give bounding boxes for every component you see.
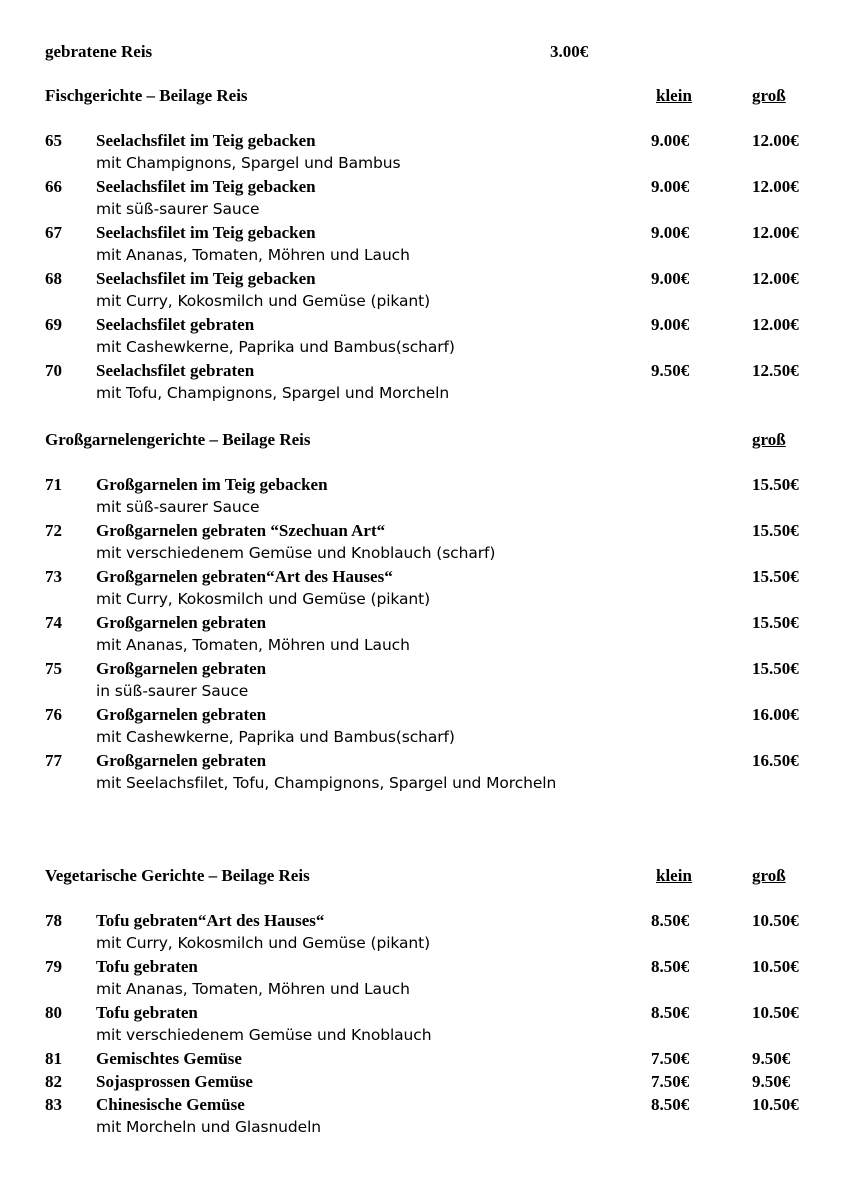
column-gross-label: groß xyxy=(752,430,786,449)
price-klein: 8.50€ xyxy=(651,911,690,930)
menu-item-desc-row xyxy=(0,1118,848,1141)
item-description: mit süß-saurer Sauce xyxy=(96,200,260,218)
column-klein-label: klein xyxy=(656,86,692,105)
item-description: mit Champignons, Spargel und Bambus xyxy=(96,154,401,172)
item-name: Tofu gebraten“Art des Hauses“ xyxy=(96,911,325,930)
price-klein: 7.50€ xyxy=(651,1049,690,1068)
menu-item-desc-row xyxy=(0,728,848,751)
item-name: Großgarnelen gebraten xyxy=(96,751,267,770)
price-gross: 16.50€ xyxy=(752,751,799,770)
column-gross-label: groß xyxy=(752,86,786,105)
item-description: mit verschiedenem Gemüse und Knoblauch xyxy=(96,1026,432,1044)
price-gross: 10.50€ xyxy=(752,1095,799,1114)
price-gross: 12.00€ xyxy=(752,223,799,242)
menu-item-row xyxy=(0,1049,848,1072)
section-title: Großgarnelengerichte – Beilage Reis xyxy=(45,430,311,449)
item-description: mit Cashewkerne, Paprika und Bambus(scharf) xyxy=(96,338,455,356)
menu-item-desc-row xyxy=(0,544,848,567)
item-description: mit Curry, Kokosmilch und Gemüse (pikant) xyxy=(96,934,431,952)
price-gross: 12.50€ xyxy=(752,361,799,380)
section-title: Fischgerichte – Beilage Reis xyxy=(45,86,248,105)
menu-item xyxy=(0,475,848,521)
menu-item-desc-row xyxy=(0,498,848,521)
item-name: Großgarnelen gebraten“Art des Hauses“ xyxy=(96,567,393,586)
price-gross: 9.50€ xyxy=(752,1049,791,1068)
top-item-price: 3.00€ xyxy=(550,42,589,61)
item-number: 78 xyxy=(45,911,62,930)
item-description: mit Cashewkerne, Paprika und Bambus(scharf) xyxy=(96,728,455,746)
item-name: Tofu gebraten xyxy=(96,957,198,976)
item-number: 65 xyxy=(45,131,62,150)
item-number: 83 xyxy=(45,1095,62,1114)
item-number: 76 xyxy=(45,705,62,724)
menu-item-row xyxy=(0,567,848,590)
item-number: 68 xyxy=(45,269,62,288)
item-description: mit Curry, Kokosmilch und Gemüse (pikant) xyxy=(96,590,431,608)
menu-item-row xyxy=(0,751,848,774)
item-name: Sojasprossen Gemüse xyxy=(96,1072,253,1091)
item-number: 73 xyxy=(45,567,62,586)
item-name: Seelachsfilet gebraten xyxy=(96,361,255,380)
item-name: Großgarnelen gebraten “Szechuan Art“ xyxy=(96,521,386,540)
price-gross: 12.00€ xyxy=(752,177,799,196)
menu-item xyxy=(0,705,848,751)
section-title: Vegetarische Gerichte – Beilage Reis xyxy=(45,866,310,885)
item-number: 81 xyxy=(45,1049,62,1068)
veg-header xyxy=(0,866,848,888)
price-gross: 15.50€ xyxy=(752,659,799,678)
item-name: Seelachsfilet im Teig gebacken xyxy=(96,223,316,242)
price-klein: 9.00€ xyxy=(651,315,690,334)
menu-item-desc-row xyxy=(0,338,848,361)
prawn-section xyxy=(0,430,848,792)
menu-item-desc-row xyxy=(0,636,848,659)
menu-item xyxy=(0,1072,848,1095)
price-gross: 9.50€ xyxy=(752,1072,791,1091)
item-name: Großgarnelen gebraten xyxy=(96,705,267,724)
menu-item-desc-row xyxy=(0,590,848,613)
item-number: 75 xyxy=(45,659,62,678)
menu-item-row xyxy=(0,475,848,498)
menu-item xyxy=(0,613,848,659)
prawn-header xyxy=(0,430,848,452)
item-name: Großgarnelen gebraten xyxy=(96,613,267,632)
menu-item xyxy=(0,315,848,361)
menu-item-row xyxy=(0,1072,848,1095)
price-klein: 9.00€ xyxy=(651,177,690,196)
menu-item-row xyxy=(0,1095,848,1118)
price-gross: 12.00€ xyxy=(752,315,799,334)
item-number: 71 xyxy=(45,475,62,494)
price-gross: 15.50€ xyxy=(752,475,799,494)
item-name: Tofu gebraten xyxy=(96,1003,198,1022)
price-klein: 9.00€ xyxy=(651,131,690,150)
price-klein: 9.00€ xyxy=(651,269,690,288)
menu-item-row xyxy=(0,315,848,338)
top-item-name: gebratene Reis xyxy=(45,42,153,61)
veg-items xyxy=(0,911,848,1141)
menu-item-desc-row xyxy=(0,1026,848,1049)
menu-item-desc-row xyxy=(0,292,848,315)
item-description: mit Morcheln und Glasnudeln xyxy=(96,1118,321,1136)
item-name: Seelachsfilet im Teig gebacken xyxy=(96,177,316,196)
menu-item-desc-row xyxy=(0,200,848,223)
price-gross: 15.50€ xyxy=(752,567,799,586)
menu-item-row xyxy=(0,659,848,682)
item-number: 72 xyxy=(45,521,62,540)
prawn-items xyxy=(0,475,848,797)
menu-item xyxy=(0,521,848,567)
menu-item-row xyxy=(0,177,848,200)
price-klein: 9.50€ xyxy=(651,361,690,380)
price-gross: 10.50€ xyxy=(752,1003,799,1022)
menu-item-row xyxy=(0,223,848,246)
menu-item-desc-row xyxy=(0,682,848,705)
menu-item-desc-row xyxy=(0,154,848,177)
menu-item-row xyxy=(0,705,848,728)
price-gross: 15.50€ xyxy=(752,613,799,632)
menu-item xyxy=(0,1003,848,1049)
price-klein: 8.50€ xyxy=(651,1003,690,1022)
price-gross: 15.50€ xyxy=(752,521,799,540)
menu-item xyxy=(0,911,848,957)
menu-item xyxy=(0,131,848,177)
price-gross: 10.50€ xyxy=(752,957,799,976)
item-name: Seelachsfilet im Teig gebacken xyxy=(96,131,316,150)
menu-item-row xyxy=(0,521,848,544)
item-name: Gemischtes Gemüse xyxy=(96,1049,242,1068)
menu-item xyxy=(0,957,848,1003)
item-description: mit Curry, Kokosmilch und Gemüse (pikant) xyxy=(96,292,431,310)
menu-item xyxy=(0,1095,848,1141)
price-klein: 8.50€ xyxy=(651,957,690,976)
menu-item-row xyxy=(0,1003,848,1026)
menu-item-row xyxy=(0,131,848,154)
item-number: 74 xyxy=(45,613,62,632)
price-gross: 10.50€ xyxy=(752,911,799,930)
item-number: 67 xyxy=(45,223,62,242)
item-description: mit verschiedenem Gemüse und Knoblauch (scharf) xyxy=(96,544,496,562)
menu-item xyxy=(0,1049,848,1072)
menu-item xyxy=(0,751,848,797)
item-number: 80 xyxy=(45,1003,62,1022)
item-name: Seelachsfilet gebraten xyxy=(96,315,255,334)
item-description: mit Ananas, Tomaten, Möhren und Lauch xyxy=(96,636,410,654)
veg-section xyxy=(0,866,848,1136)
item-name: Chinesische Gemüse xyxy=(96,1095,245,1114)
menu-item-desc-row xyxy=(0,384,848,407)
item-description: mit Ananas, Tomaten, Möhren und Lauch xyxy=(96,980,410,998)
menu-item xyxy=(0,223,848,269)
item-description: mit Seelachsfilet, Tofu, Champignons, Spargel und Morcheln xyxy=(96,774,557,792)
item-description: mit Tofu, Champignons, Spargel und Morcheln xyxy=(96,384,450,402)
price-gross: 12.00€ xyxy=(752,269,799,288)
item-description: in süß-saurer Sauce xyxy=(96,682,249,700)
item-description: mit Ananas, Tomaten, Möhren und Lauch xyxy=(96,246,410,264)
menu-item xyxy=(0,659,848,705)
price-klein: 8.50€ xyxy=(651,1095,690,1114)
price-gross: 16.00€ xyxy=(752,705,799,724)
menu-item xyxy=(0,177,848,223)
fish-section xyxy=(0,86,848,402)
menu-item-row xyxy=(0,269,848,292)
item-name: Großgarnelen gebraten xyxy=(96,659,267,678)
menu-item xyxy=(0,361,848,407)
menu-item-row xyxy=(0,911,848,934)
item-number: 79 xyxy=(45,957,62,976)
price-gross: 12.00€ xyxy=(752,131,799,150)
item-number: 77 xyxy=(45,751,62,770)
menu-item xyxy=(0,567,848,613)
column-gross-label: groß xyxy=(752,866,786,885)
menu-item-row xyxy=(0,361,848,384)
item-name: Seelachsfilet im Teig gebacken xyxy=(96,269,316,288)
menu-item-desc-row xyxy=(0,246,848,269)
item-name: Großgarnelen im Teig gebacken xyxy=(96,475,328,494)
price-klein: 9.00€ xyxy=(651,223,690,242)
menu-item-desc-row xyxy=(0,980,848,1003)
price-klein: 7.50€ xyxy=(651,1072,690,1091)
menu-item-row xyxy=(0,613,848,636)
item-number: 82 xyxy=(45,1072,62,1091)
fish-header xyxy=(0,86,848,108)
item-number: 69 xyxy=(45,315,62,334)
menu-item-row xyxy=(0,957,848,980)
item-description: mit süß-saurer Sauce xyxy=(96,498,260,516)
fish-items xyxy=(0,131,848,407)
item-number: 70 xyxy=(45,361,62,380)
menu-item-desc-row xyxy=(0,774,848,797)
item-number: 66 xyxy=(45,177,62,196)
menu-item xyxy=(0,269,848,315)
menu-item-desc-row xyxy=(0,934,848,957)
column-klein-label: klein xyxy=(656,866,692,885)
